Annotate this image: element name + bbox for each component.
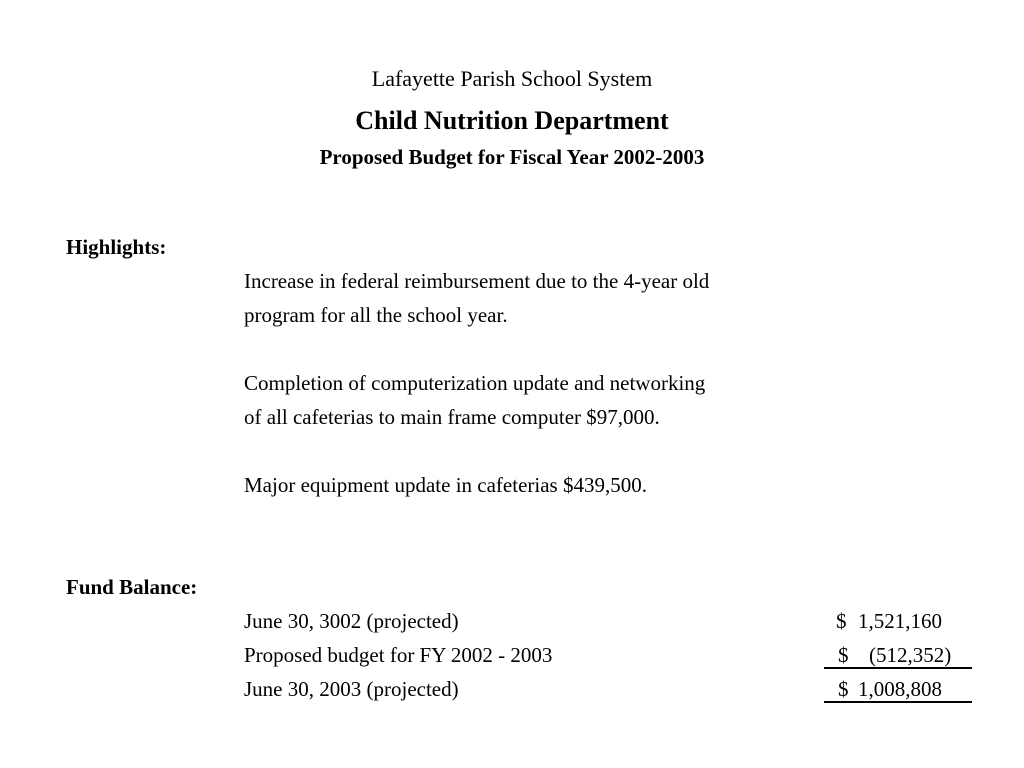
fund-row-1-currency: $ (836, 609, 847, 633)
highlight-2-line-2: of all cafeterias to main frame computer $97,000. (244, 405, 660, 429)
fund-row-3-label: June 30, 2003 (projected) (244, 677, 459, 701)
highlight-3-line-1: Major equipment update in cafeterias $439,500. (244, 473, 647, 497)
fund-row-1-label: June 30, 3002 (projected) (244, 609, 459, 633)
highlight-2-line-1: Completion of computerization update and networking (244, 371, 706, 395)
fund-row-2-currency: $ (838, 643, 849, 667)
fund-row-2-underline (824, 667, 972, 669)
fund-row-1-amount: 1,521,160 (858, 609, 942, 633)
fund-row-2-label: Proposed budget for FY 2002 - 2003 (244, 643, 553, 667)
highlight-1-line-1: Increase in federal reimbursement due to the 4-year old (244, 269, 710, 293)
fund-row-2-amount: (512,352) (869, 643, 952, 667)
organization-name: Lafayette Parish School System (371, 66, 653, 91)
department-title: Child Nutrition Department (355, 106, 669, 135)
fund-row-3-amount: 1,008,808 (858, 677, 942, 701)
budget-subtitle: Proposed Budget for Fiscal Year 2002-2003 (319, 145, 705, 169)
fund-row-3-underline (824, 701, 972, 703)
highlights-heading: Highlights: (66, 235, 167, 259)
fund-row-3-currency: $ (838, 677, 849, 701)
highlight-1-line-2: program for all the school year. (244, 303, 508, 327)
fund-balance-heading: Fund Balance: (66, 575, 198, 599)
